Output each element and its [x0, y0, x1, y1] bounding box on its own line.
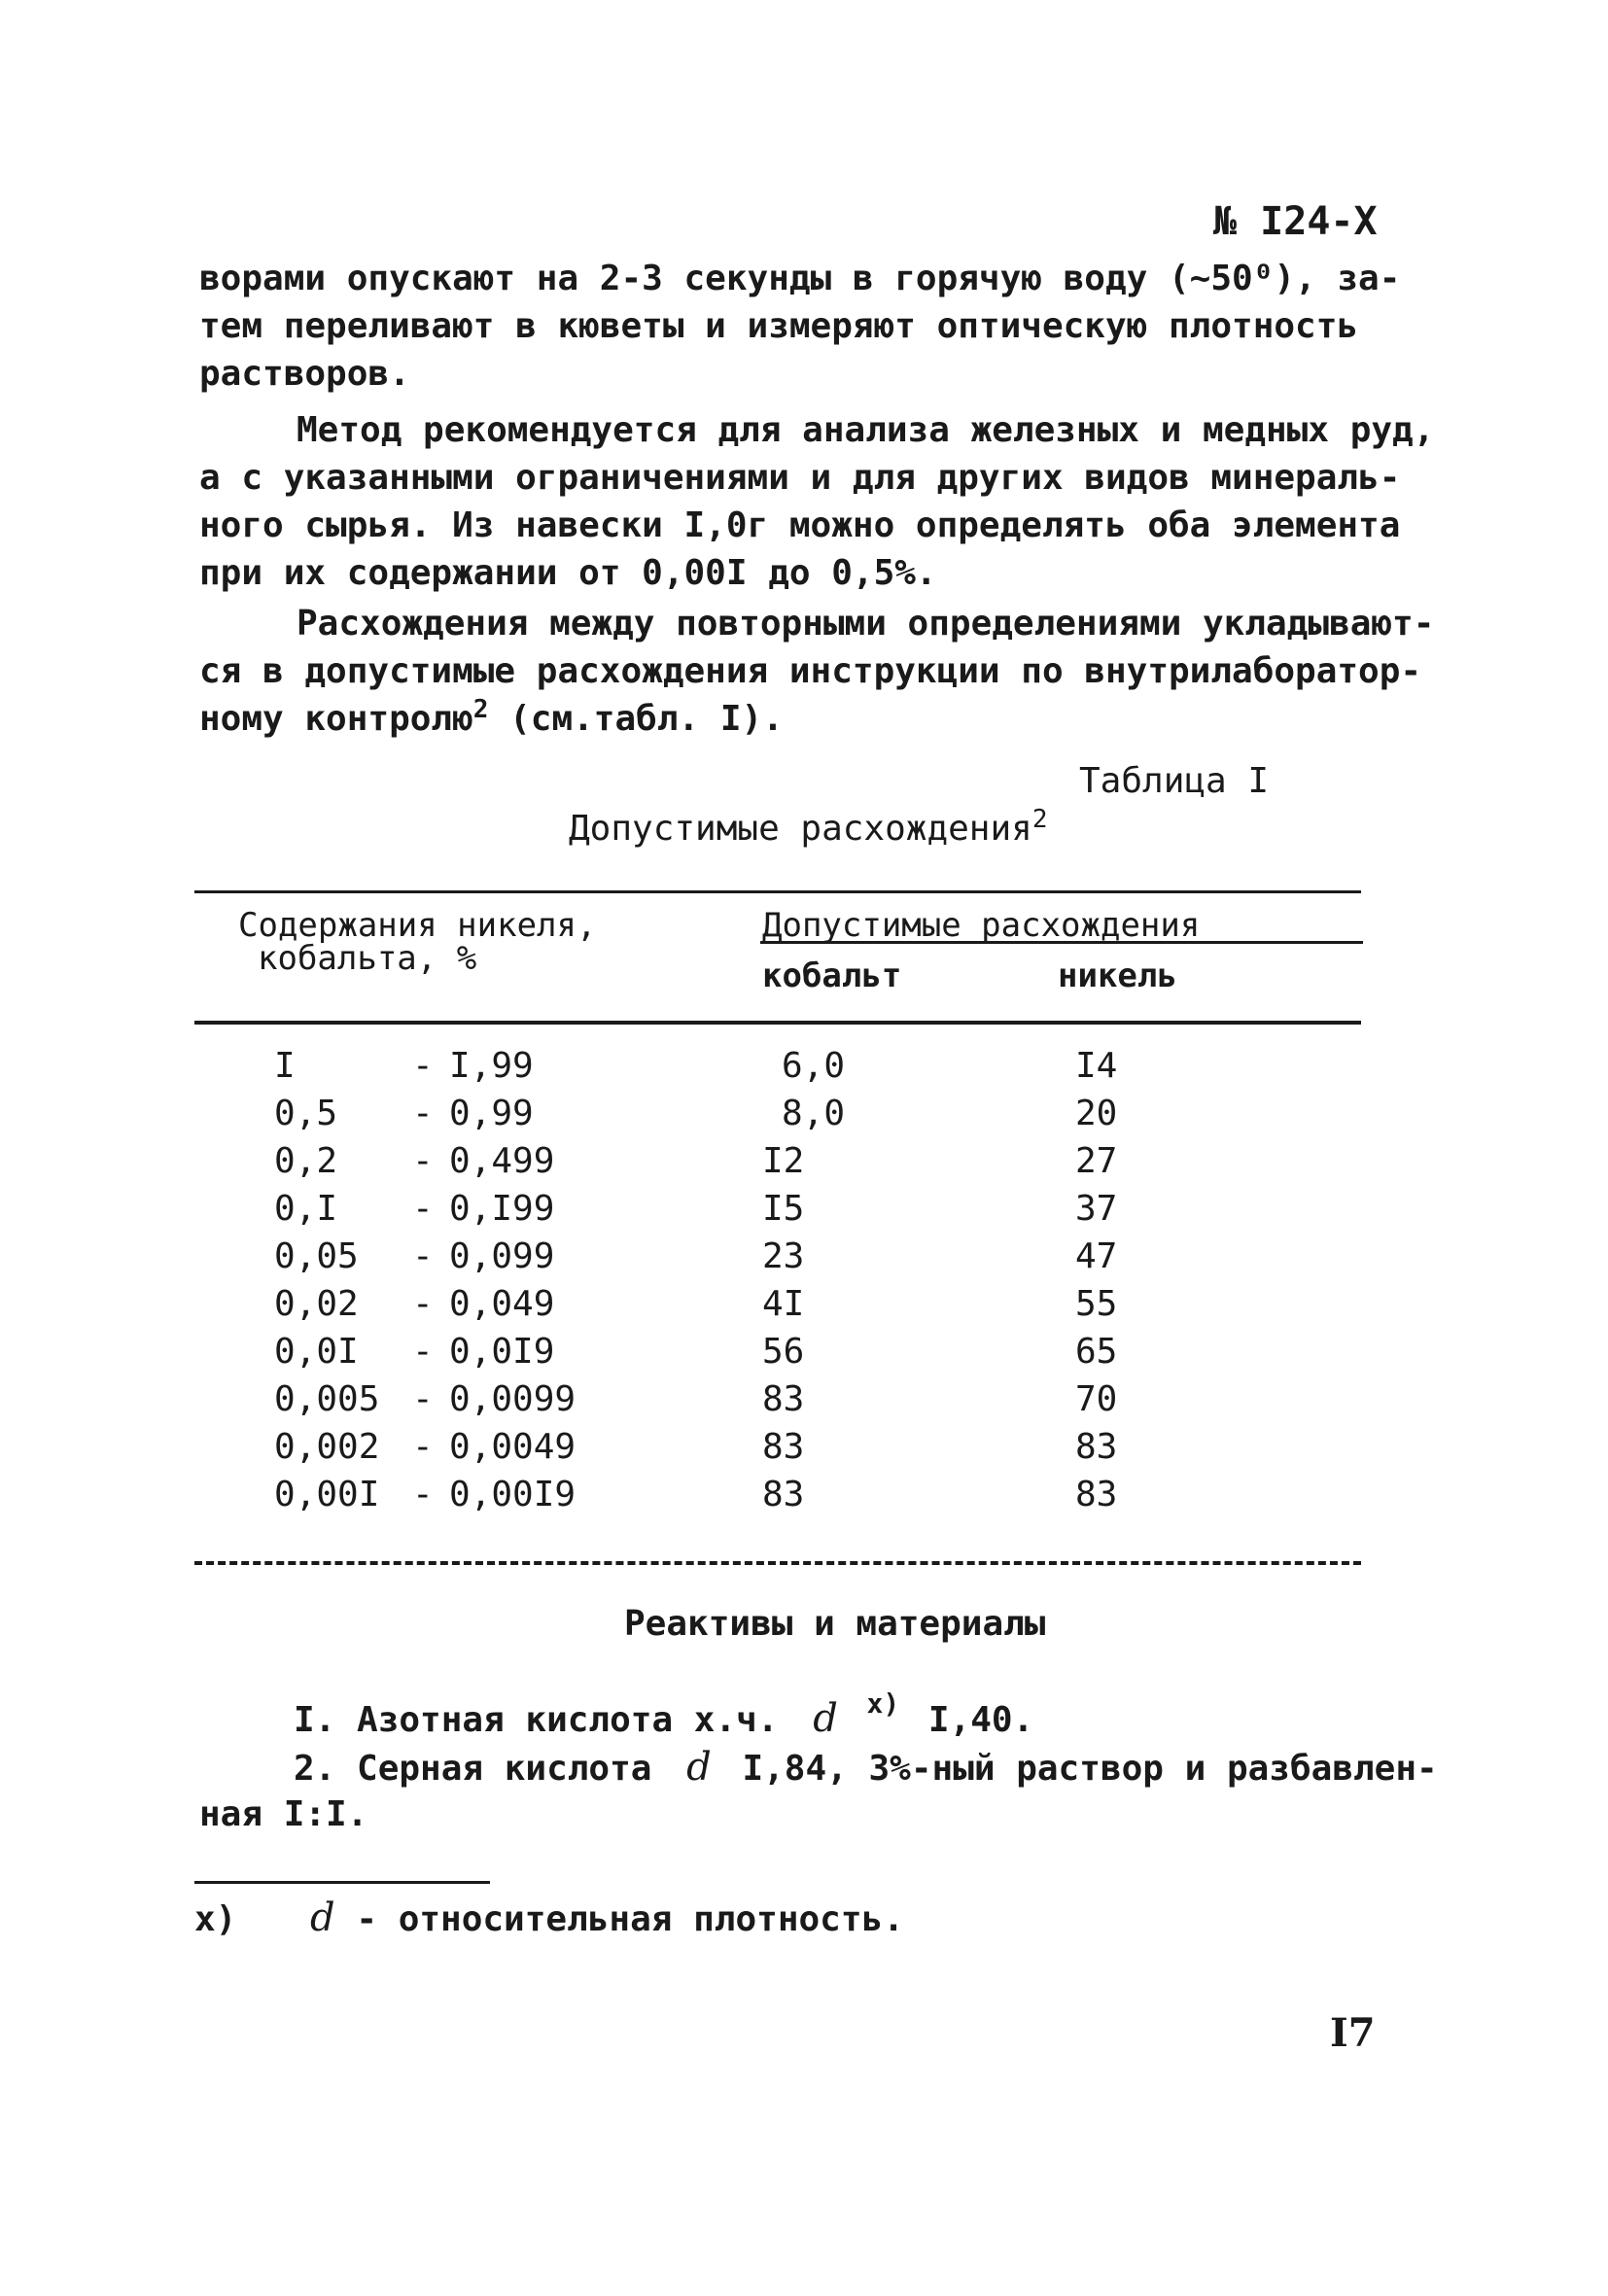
table-row [0, 1284, 1608, 1332]
table-top-rule [194, 890, 1361, 893]
cell-nickel: I4 [1075, 1046, 1118, 1086]
paragraph-3 [199, 600, 1435, 743]
cell-nickel: 37 [1075, 1189, 1118, 1229]
cell-range-dash: - [412, 1332, 434, 1372]
cell-range-dash: - [412, 1094, 434, 1133]
paragraph-line: Метод рекомендуется для анализа железных и медных руд, [297, 410, 1435, 450]
cell-nickel: 20 [1075, 1094, 1118, 1133]
cell-cobalt: 56 [762, 1332, 805, 1372]
cell-range-dash: - [412, 1284, 434, 1324]
cell-nickel: 27 [1075, 1141, 1118, 1181]
paragraph-line: растворов. [199, 354, 410, 394]
cell-content-to: 0,499 [449, 1141, 555, 1181]
table-title-text: Допустимые расхождения [569, 809, 1032, 849]
cell-content-from: 0,002 [274, 1427, 380, 1467]
cell-content-from: I [274, 1046, 296, 1086]
table-row [0, 1427, 1608, 1475]
reagent-item-2-density: I,84, 3%-ный раствор и разбавлен- [742, 1749, 1438, 1789]
table-bottom-rule [194, 1561, 1361, 1565]
cell-range-dash: - [412, 1189, 434, 1229]
cell-content-to: 0,00I9 [449, 1475, 577, 1514]
table-row [0, 1379, 1608, 1427]
paragraph-1 [199, 255, 1401, 398]
cell-range-dash: - [412, 1475, 434, 1514]
cell-nickel: 83 [1075, 1427, 1118, 1467]
cell-content-from: 0,05 [274, 1236, 359, 1276]
table-row [0, 1141, 1608, 1189]
cell-nickel: 70 [1075, 1379, 1118, 1419]
footnote-rule [194, 1881, 490, 1884]
table-row [0, 1094, 1608, 1141]
paragraph-text: ному контролю [199, 699, 473, 739]
table-title [569, 805, 1048, 849]
cell-cobalt: 83 [762, 1475, 805, 1514]
table-row [0, 1332, 1608, 1379]
cell-range-dash: - [412, 1141, 434, 1181]
cell-content-to: I,99 [449, 1046, 534, 1086]
cell-cobalt: 8,0 [782, 1094, 846, 1133]
reagent-item-1 [294, 1687, 1034, 1741]
cell-content-from: 0,005 [274, 1379, 380, 1419]
page-number: I7 [1330, 2010, 1376, 2056]
cell-content-from: 0,02 [274, 1284, 359, 1324]
density-symbol: d [310, 1896, 335, 1940]
cell-content-from: 0,2 [274, 1141, 338, 1181]
reagent-item-1-density: I,40. [927, 1700, 1034, 1740]
column-header-cobalt: кобальт [762, 957, 902, 995]
cell-cobalt: 23 [762, 1236, 805, 1276]
cell-content-from: 0,00I [274, 1475, 380, 1514]
paragraph-line: ного сырья. Из навески I,0г можно определять оба элемента [199, 505, 1401, 545]
reagent-item-2-name: 2. Серная кислота [294, 1749, 652, 1789]
cell-nickel: 55 [1075, 1284, 1118, 1324]
group-header-underline [760, 941, 1363, 944]
footnote [194, 1896, 904, 1940]
footnote-reference: 2 [472, 695, 489, 724]
paragraph-line: при их содержании от 0,00I до 0,5%. [199, 553, 937, 593]
paragraph-line: а с указанными ограничениями и для других видов минераль- [199, 458, 1401, 498]
reagent-item-2 [294, 1745, 1438, 1790]
cell-cobalt: I2 [762, 1141, 805, 1181]
cell-content-to: 0,99 [449, 1094, 534, 1133]
paragraph-line [199, 695, 1366, 743]
cell-cobalt: 4I [762, 1284, 805, 1324]
cell-nickel: 47 [1075, 1236, 1118, 1276]
cell-content-to: 0,099 [449, 1236, 555, 1276]
cell-range-dash: - [412, 1379, 434, 1419]
table-row [0, 1189, 1608, 1236]
paragraph-text: (см.табл. I). [488, 699, 784, 739]
cell-content-to: 0,0I9 [449, 1332, 555, 1372]
document-number: № I24-X [1213, 199, 1378, 244]
cell-cobalt: 83 [762, 1379, 805, 1419]
cell-content-to: 0,I99 [449, 1189, 555, 1229]
column-header-content-2: кобальта, % [258, 939, 477, 978]
cell-content-to: 0,049 [449, 1284, 555, 1324]
table-title-reference: 2 [1031, 805, 1048, 834]
footnote-reference: х) [866, 1687, 900, 1720]
table-header-rule [194, 1021, 1361, 1025]
paragraph-line: Расхождения между повторными определениями укладывают- [297, 604, 1435, 644]
density-symbol: d [686, 1745, 712, 1790]
reagent-item-2-continuation: ная I:I. [199, 1794, 368, 1834]
table-row [0, 1046, 1608, 1094]
table-label: Таблица I [1079, 761, 1270, 801]
cell-range-dash: - [412, 1046, 434, 1086]
cell-content-from: 0,5 [274, 1094, 338, 1133]
cell-range-dash: - [412, 1427, 434, 1467]
paragraph-2 [199, 406, 1435, 597]
cell-nickel: 83 [1075, 1475, 1118, 1514]
column-group-header: Допустимые расхождения [762, 906, 1201, 945]
reagent-item-1-name: I. Азотная кислота х.ч. [294, 1700, 779, 1740]
paragraph-line: тем переливают в кюветы и измеряют оптическую плотность [199, 306, 1359, 346]
cell-cobalt: I5 [762, 1189, 805, 1229]
cell-content-to: 0,0099 [449, 1379, 577, 1419]
cell-content-from: 0,I [274, 1189, 338, 1229]
column-header-nickel: никель [1058, 957, 1177, 995]
section-heading-reagents: Реактивы и материалы [624, 1604, 1046, 1644]
cell-cobalt: 6,0 [782, 1046, 846, 1086]
cell-cobalt: 83 [762, 1427, 805, 1467]
cell-nickel: 65 [1075, 1332, 1118, 1372]
cell-content-from: 0,0I [274, 1332, 359, 1372]
table-row [0, 1475, 1608, 1522]
footnote-text: - относительная плотность. [356, 1899, 904, 1939]
paragraph-line: ворами опускают на 2-3 секунды в горячую воду (~50⁰), за- [199, 259, 1401, 298]
table-row [0, 1236, 1608, 1284]
paragraph-line: ся в допустимые расхождения инструкции по внутрилаборатор- [199, 651, 1422, 691]
cell-range-dash: - [412, 1236, 434, 1276]
footnote-marker: х) [194, 1899, 237, 1939]
cell-content-to: 0,0049 [449, 1427, 577, 1467]
column-header-content: Содержания никеля, [238, 906, 597, 945]
density-symbol: d [813, 1696, 838, 1741]
